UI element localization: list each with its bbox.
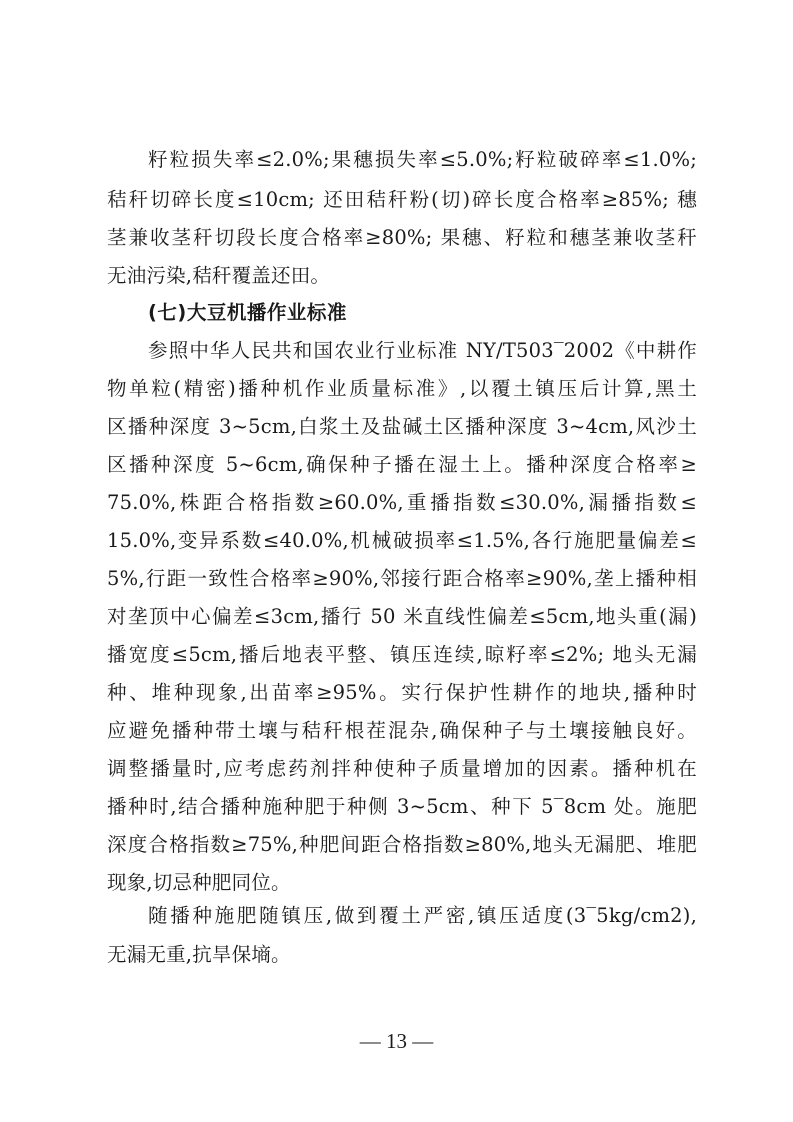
- paragraph-3-line-1: 随播种施肥随镇压,做到覆土严密,镇压适度(3‾5kg/cm2),: [148, 904, 697, 927]
- paragraph-2-line-9: 播宽度≤5cm,播后地表平整、镇压连续,晾籽率≤2%; 地头无漏: [107, 643, 697, 666]
- paragraph-1-line-3: 茎兼收茎秆切段长度合格率≥80%; 果穗、籽粒和穗茎兼收茎秆: [107, 226, 697, 249]
- paragraph-2-line-13: 播种时,结合播种施种肥于种侧 3~5cm、种下 5‾8cm 处。施肥: [107, 795, 697, 818]
- paragraph-1-line-4: 无油污染,秸秆覆盖还田。: [107, 264, 331, 287]
- paragraph-3-line-2: 无漏无重,抗旱保墒。: [107, 943, 291, 966]
- paragraph-2-line-1: 参照中华人民共和国农业行业标准 NY/T503‾2002《中耕作: [148, 339, 697, 362]
- paragraph-1-line-1: 籽粒损失率≤2.0%;果穗损失率≤5.0%;籽粒破碎率≤1.0%;: [148, 148, 697, 171]
- paragraph-2-line-15: 现象,切忌种肥同位。: [107, 871, 291, 894]
- paragraph-2-line-6: 15.0%,变异系数≤40.0%,机械破损率≤1.5%,各行施肥量偏差≤: [107, 529, 697, 552]
- paragraph-1-line-2: 秸秆切碎长度≤10cm; 还田秸秆粉(切)碎长度合格率≥85%; 穗: [107, 188, 697, 211]
- paragraph-2-line-3: 区播种深度 3~5cm,白浆土及盐碱土区播种深度 3~4cm,风沙土: [107, 415, 697, 438]
- paragraph-2-line-8: 对垄顶中心偏差≤3cm,播行 50 米直线性偏差≤5cm,地头重(漏): [107, 605, 697, 628]
- paragraph-2-line-5: 75.0%,株距合格指数≥60.0%,重播指数≤30.0%,漏播指数≤: [107, 491, 697, 514]
- paragraph-2-line-10: 种、堆种现象,出苗率≥95%。实行保护性耕作的地块,播种时: [107, 681, 697, 704]
- paragraph-2-line-7: 5%,行距一致性合格率≥90%,邻接行距合格率≥90%,垄上播种相: [107, 567, 697, 590]
- paragraph-2-line-4: 区播种深度 5~6cm,确保种子播在湿土上。播种深度合格率≥: [107, 453, 697, 476]
- page-number: — 13 —: [359, 1029, 434, 1053]
- paragraph-2-line-2: 物单粒(精密)播种机作业质量标准》,以覆土镇压后计算,黑土: [107, 377, 697, 400]
- paragraph-2-line-14: 深度合格指数≥75%,种肥间距合格指数≥80%,地头无漏肥、堆肥: [107, 833, 697, 856]
- section-heading: (七)大豆机播作业标准: [148, 301, 347, 324]
- paragraph-2-line-12: 调整播量时,应考虑药剂拌种使种子质量增加的因素。播种机在: [107, 757, 697, 780]
- paragraph-2-line-11: 应避免播种带土壤与秸秆根茬混杂,确保种子与土壤接触良好。: [107, 719, 697, 742]
